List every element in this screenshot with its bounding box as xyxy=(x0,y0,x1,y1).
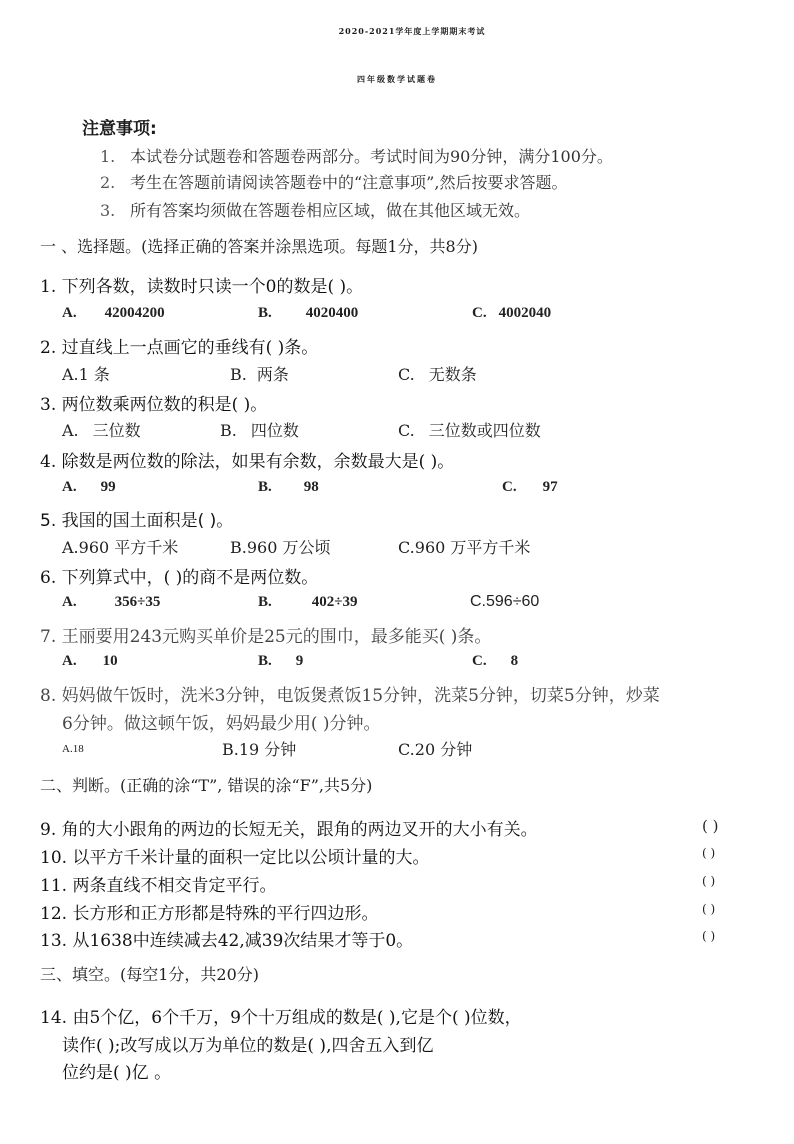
q1-option-a: A. 42004200 xyxy=(62,305,165,321)
note-number: 1. xyxy=(100,147,116,166)
question-7: 7. 王丽要用243元购买单价是25元的围巾，最多能买( )条。 xyxy=(40,627,492,647)
question-2: 2. 过直线上一点画它的垂线有( )条。 xyxy=(40,338,319,358)
question-10: 10. 以平方千米计量的面积一定比以公顷计量的大。 xyxy=(40,848,430,868)
note-text: 本试卷分试题卷和答题卷两部分。考试时间为90分钟，满分100分。 xyxy=(130,147,613,166)
q7-option-c: C. 8 xyxy=(472,653,519,669)
q5-option-a: A.960 平方千米 xyxy=(62,538,179,557)
q5-option-c: C.960 万平方千米 xyxy=(398,538,531,557)
answer-paren: ( ) xyxy=(702,902,716,916)
q3-option-b: B. 四位数 xyxy=(220,421,299,440)
q4-option-c: C. 97 xyxy=(502,479,558,495)
question-14-line2: 读作( );改写成以万为单位的数是( ),四舍五入到亿 xyxy=(62,1036,434,1056)
answer-paren: ( ) xyxy=(702,929,716,943)
answer-paren: ( ) xyxy=(702,846,716,860)
question-9: 9. 角的大小跟角的两边的长短无关，跟角的两边叉开的大小有关。 xyxy=(40,820,538,840)
q3-option-c: C. 三位数或四位数 xyxy=(398,421,541,440)
q4-option-a: A. 99 xyxy=(62,479,116,495)
q1-option-c: C. 4002040 xyxy=(472,305,552,321)
q2-option-c: C. 无数条 xyxy=(398,365,477,384)
note-item xyxy=(100,170,567,193)
question-12: 12. 长方形和正方形都是特殊的平行四边形。 xyxy=(40,904,379,924)
q1-option-b: B. 4020400 xyxy=(258,305,359,321)
question-14: 14. 由5个亿，6个千万，9个十万组成的数是( ),它是个( )位数， xyxy=(40,1008,522,1028)
note-text: 考生在答题前请阅读答题卷中的“注意事项”,然后按要求答题。 xyxy=(130,173,568,192)
q4-option-b: B. 98 xyxy=(258,479,319,495)
note-item xyxy=(100,198,530,221)
q8-option-c: C.20 分钟 xyxy=(398,740,473,759)
exam-subtitle: 四年级数学试题卷 xyxy=(357,74,437,84)
q7-option-a: A. 10 xyxy=(62,653,118,669)
q7-option-b: B. 9 xyxy=(258,653,304,669)
q6-option-a: A. 356÷35 xyxy=(62,594,161,610)
section3-heading: 三、填空。(每空1分，共20分) xyxy=(40,965,260,984)
question-14-line3: 位约是( )亿 。 xyxy=(62,1063,172,1083)
note-text: 所有答案均须做在答题卷相应区域，做在其他区域无效。 xyxy=(130,201,531,220)
question-8: 8. 妈妈做午饭时，洗米3分钟，电饭煲煮饭15分钟，洗菜5分钟，切菜5分钟，炒菜 xyxy=(40,686,660,706)
q8-option-a: A.18 xyxy=(62,743,84,755)
question-6: 6. 下列算式中，( )的商不是两位数。 xyxy=(40,568,319,588)
note-number: 3. xyxy=(100,201,116,220)
question-8-line2: 6分钟。做这顿午饭，妈妈最少用( )分钟。 xyxy=(62,714,381,734)
section1-heading: 一 、选择题。(选择正确的答案并涂黑选项。每题1分，共8分) xyxy=(40,237,478,256)
notes-heading: 注意事项: xyxy=(82,119,157,139)
note-number: 2. xyxy=(100,173,116,192)
section2-heading: 二、判断。(正确的涂“T”, 错误的涂“F”,共5分) xyxy=(40,776,373,795)
question-5: 5. 我国的国土面积是( )。 xyxy=(40,511,234,531)
exam-title: 2020-2021学年度上学期期末考试 xyxy=(338,26,486,36)
answer-paren: ( ) xyxy=(702,874,716,888)
question-4: 4. 除数是两位数的除法，如果有余数，余数最大是( )。 xyxy=(40,452,455,472)
q5-option-b: B.960 万公顷 xyxy=(230,538,331,557)
q3-option-a: A. 三位数 xyxy=(62,421,141,440)
answer-paren: ( ) xyxy=(702,817,719,835)
q6-option-b: B. 402÷39 xyxy=(258,594,358,610)
q8-option-b: B.19 分钟 xyxy=(222,740,297,759)
q6-option-c: C.596÷60 xyxy=(470,593,540,610)
question-3: 3. 两位数乘两位数的积是( )。 xyxy=(40,395,268,415)
question-1: 1. 下列各数，读数时只读一个0的数是( )。 xyxy=(40,277,364,297)
q2-option-a: A.1 条 xyxy=(62,365,110,384)
question-13: 13. 从1638中连续减去42,减39次结果才等于0。 xyxy=(40,931,414,951)
note-item xyxy=(100,144,613,167)
question-11: 11. 两条直线不相交肯定平行。 xyxy=(40,876,277,896)
q2-option-b: B. 两条 xyxy=(230,365,289,384)
